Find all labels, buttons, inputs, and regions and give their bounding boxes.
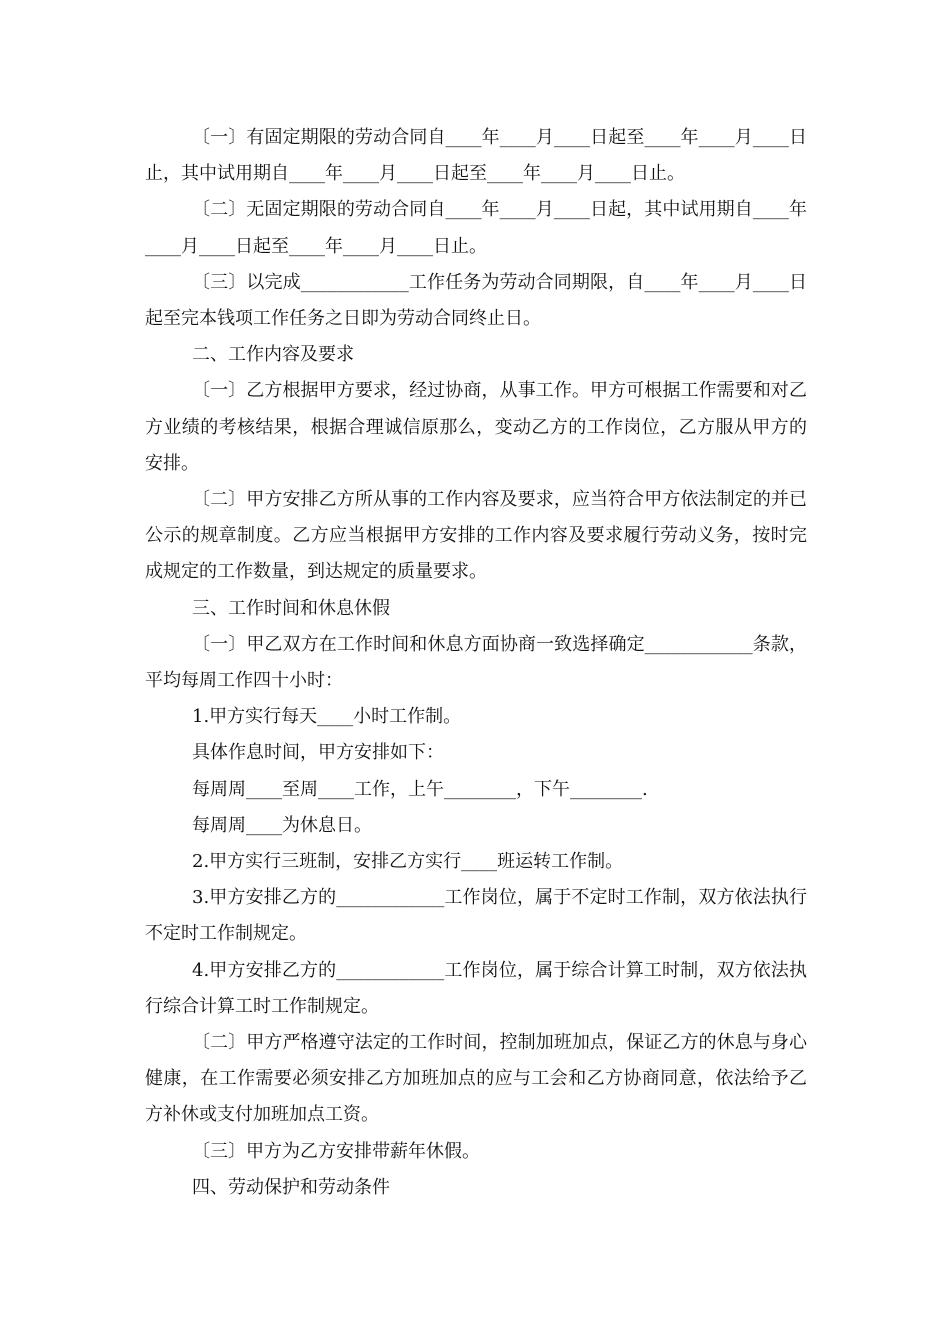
section-heading-labor-protection: 四、劳动保护和劳动条件 [192,1176,390,1198]
schedule-intro: 具体作息时间，甲方安排如下： [192,742,444,764]
work-hours-item-3: 3.甲方安排乙方的____________工作岗位，属于不定时工作制，双方依法执行不定时工作制规定。 [145,887,807,945]
clause-2-open-term: 〔二〕无固定期限的劳动合同自____年____月____日起，其中试用期自____年____月____日起至____年____月____日止。 [145,199,807,257]
clause-3-task-term: 〔三〕以完成____________工作任务为劳动合同期限，自____年____月____日起至完本钱项工作任务之日即为劳动合同终止日。 [145,271,807,330]
document-body [145,120,807,1206]
work-content-clause-2: 〔二〕甲方安排乙方所从事的工作内容及要求，应当符合甲方依法制定的并已公示的规章制度。乙方应当根据甲方安排的工作内容及要求履行劳动义务，按时完成规定的工作数量，到达规定的质量要求。 [145,489,807,583]
work-content-clause-1: 〔一〕乙方根据甲方要求，经过协商，从事工作。甲方可根据工作需要和对乙方业绩的考核结果，根据合理诚信原那么，变动乙方的工作岗位，乙方服从甲方的安排。 [145,380,807,474]
clause-1-fixed-term: 〔一〕有固定期限的劳动合同自____年____月____日起至____年____月____日止，其中试用期自____年____月____日起至____年____月____日止。 [145,127,807,185]
section-heading-work-content: 二、工作内容及要求 [192,344,354,366]
work-hours-item-1: 1.甲方实行每天____小时工作制。 [192,706,462,728]
work-hours-clause-1: 〔一〕甲乙双方在工作时间和休息方面协商一致选择确定____________条款，平均每周工作四十小时： [145,633,807,692]
section-heading-work-hours: 三、工作时间和休息休假 [192,597,390,619]
work-hours-clause-3: 〔三〕甲方为乙方安排带薪年休假。 [192,1140,480,1162]
weekly-schedule: 每周周____至周____工作，上午________，下午________. [192,778,648,800]
rest-day: 每周周____为休息日。 [192,814,372,836]
work-hours-clause-2: 〔二〕甲方严格遵守法定的工作时间，控制加班加点，保证乙方的休息与身心健康，在工作需要必须安排乙方加班加点的应与工会和乙方协商同意，依法给予乙方补休或支付加班加点工资。 [145,1032,807,1126]
work-hours-item-4: 4.甲方安排乙方的____________工作岗位，属于综合计算工时制，双方依法执行综合计算工时工作制规定。 [145,959,807,1017]
work-hours-item-2: 2.甲方实行三班制，安排乙方实行____班运转工作制。 [192,851,624,873]
